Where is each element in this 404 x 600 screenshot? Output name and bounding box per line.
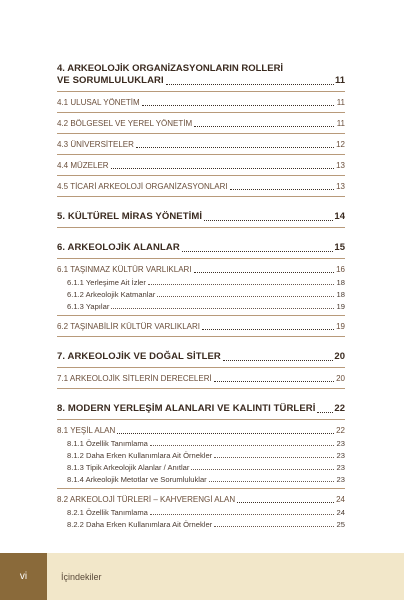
toc-entry-4-5[interactable] xyxy=(57,182,345,192)
toc-entry-6-1-2[interactable] xyxy=(57,290,345,299)
dot-leader xyxy=(223,360,334,361)
dot-leader xyxy=(136,147,334,148)
toc-entry-8-1-4[interactable] xyxy=(57,475,345,484)
dot-leader xyxy=(202,329,334,330)
toc-entry-label: 8.1.3 Tipik Arkeolojik Alanlar / Anıtlar xyxy=(67,463,190,472)
toc-page-number: 22 xyxy=(334,403,345,414)
toc-entry-label: 6.1.3 Yapılar xyxy=(67,302,110,311)
dot-leader xyxy=(111,168,334,169)
dot-leader xyxy=(194,272,334,273)
toc-page-number: 22 xyxy=(336,426,345,435)
toc-page-number: 12 xyxy=(336,140,345,149)
toc-entry-8[interactable] xyxy=(57,403,345,415)
dot-leader xyxy=(182,251,334,252)
toc-page-number: 25 xyxy=(336,520,345,529)
dot-leader xyxy=(111,308,334,309)
dot-leader xyxy=(214,526,334,527)
dot-leader xyxy=(150,514,334,515)
divider xyxy=(57,336,345,337)
toc-entry-8-2-1[interactable] xyxy=(57,508,345,517)
toc-page-number: 16 xyxy=(336,265,345,274)
toc-entry-label: 8. MODERN YERLEŞİM ALANLARI VE KALINTI TÜRLERİ xyxy=(57,403,316,414)
toc-entry-label: 7.1 ARKEOLOJİK SİTLERİN DERECELERİ xyxy=(57,374,212,383)
dot-leader xyxy=(117,433,334,434)
toc-entry-4-1[interactable] xyxy=(57,98,345,108)
dot-leader xyxy=(204,220,333,221)
toc-entry-label: 4.2 BÖLGESEL VE YEREL YÖNETİM xyxy=(57,119,193,128)
toc-entry-label: 6.1.2 Arkeolojik Katmanlar xyxy=(67,290,156,299)
footer-page-number: vi xyxy=(0,553,47,600)
divider xyxy=(57,91,345,92)
toc-page-number: 14 xyxy=(334,211,345,222)
dot-leader xyxy=(230,189,334,190)
divider xyxy=(57,175,345,176)
toc-entry-label: 6.1 TAŞINMAZ KÜLTÜR VARLIKLARI xyxy=(57,265,192,274)
toc-page-number: 11 xyxy=(336,119,345,128)
divider xyxy=(57,154,345,155)
toc-entry-7-1[interactable] xyxy=(57,374,345,384)
toc-entry-4[interactable] xyxy=(57,63,345,87)
toc-entry-4-4[interactable] xyxy=(57,161,345,171)
toc-entry-label: 4.5 TİCARİ ARKEOLOJİ ORGANİZASYONLARI xyxy=(57,182,228,191)
dot-leader xyxy=(214,457,334,458)
dot-leader xyxy=(237,502,334,503)
dot-leader xyxy=(194,126,334,127)
toc-entry-label: 4. ARKEOLOJİK ORGANİZASYONLARIN ROLLERİ xyxy=(57,63,284,74)
toc-page-number: 23 xyxy=(336,439,345,448)
toc-entry-label: 8.1 YEŞİL ALAN xyxy=(57,426,116,435)
toc-entry-7[interactable] xyxy=(57,351,345,363)
dot-leader xyxy=(209,481,334,482)
toc-entry-label: 8.1.4 Arkeolojik Metotlar ve Sorumluluklar xyxy=(67,475,207,484)
toc-entry-label: 8.2 ARKEOLOJİ TÜRLERİ – KAHVERENGİ ALAN xyxy=(57,495,236,504)
toc-entry-label: 7. ARKEOLOJİK VE DOĞAL SİTLER xyxy=(57,351,221,362)
toc-entry-8-1-3[interactable] xyxy=(57,463,345,472)
toc-entry-6-2[interactable] xyxy=(57,322,345,332)
toc-page-number: 13 xyxy=(336,182,345,191)
toc-entry-label: 8.2.1 Özellik Tanımlama xyxy=(67,508,148,517)
toc-entry-5[interactable] xyxy=(57,211,345,223)
divider xyxy=(57,227,345,228)
toc-page-number: 23 xyxy=(336,451,345,460)
divider xyxy=(57,419,345,420)
divider xyxy=(57,367,345,368)
toc-page-number: 24 xyxy=(336,508,345,517)
divider xyxy=(57,315,345,316)
toc-entry-label: 8.2.2 Daha Erken Kullanımlara Ait Örnekler xyxy=(67,520,213,529)
toc-entry-6-1-1[interactable] xyxy=(57,278,345,287)
toc-page-number: 18 xyxy=(336,290,345,299)
table-of-contents xyxy=(57,63,345,529)
toc-page-number: 20 xyxy=(336,374,345,383)
toc-page-number: 23 xyxy=(336,475,345,484)
toc-entry-6-1-3[interactable] xyxy=(57,302,345,311)
toc-page-number: 19 xyxy=(336,322,345,331)
dot-leader xyxy=(214,381,334,382)
toc-page-number: 19 xyxy=(336,302,345,311)
toc-page-number: 11 xyxy=(336,98,345,107)
toc-entry-label: 8.1.1 Özellik Tanımlama xyxy=(67,439,148,448)
toc-entry-label: 8.1.2 Daha Erken Kullanımlara Ait Örnekler xyxy=(67,451,213,460)
toc-entry-label: 4.1 ULUSAL YÖNETİM xyxy=(57,98,140,107)
toc-entry-8-1-1[interactable] xyxy=(57,439,345,448)
divider xyxy=(57,388,345,389)
toc-entry-6-1[interactable] xyxy=(57,265,345,275)
dot-leader xyxy=(142,105,334,106)
toc-entry-8-2[interactable] xyxy=(57,495,345,505)
page-footer xyxy=(0,553,404,600)
toc-entry-8-1[interactable] xyxy=(57,426,345,436)
divider xyxy=(57,258,345,259)
toc-page-number: 13 xyxy=(336,161,345,170)
dot-leader xyxy=(148,284,334,285)
toc-entry-label: VE SORUMLULUKLARI xyxy=(57,75,164,86)
divider xyxy=(57,488,345,489)
toc-page-number: 11 xyxy=(334,75,345,86)
toc-page-number: 20 xyxy=(334,351,345,362)
divider xyxy=(57,196,345,197)
toc-page-number: 15 xyxy=(334,242,345,253)
toc-entry-label: 6.2 TAŞINABİLİR KÜLTÜR VARLIKLARI xyxy=(57,322,201,331)
toc-entry-label: 4.4 MÜZELER xyxy=(57,161,109,170)
toc-page-number: 23 xyxy=(336,463,345,472)
dot-leader xyxy=(150,445,334,446)
dot-leader xyxy=(317,412,333,413)
divider xyxy=(57,112,345,113)
dot-leader xyxy=(157,296,334,297)
dot-leader xyxy=(191,469,334,470)
toc-entry-4-2[interactable] xyxy=(57,119,345,129)
toc-page-number: 18 xyxy=(336,278,345,287)
toc-entry-8-1-2[interactable] xyxy=(57,451,345,460)
toc-entry-8-2-2[interactable] xyxy=(57,520,345,529)
toc-entry-6[interactable] xyxy=(57,242,345,254)
toc-entry-label: 6.1.1 Yerleşime Ait İzler xyxy=(67,278,146,287)
toc-entry-4-3[interactable] xyxy=(57,140,345,150)
toc-entry-label: 5. KÜLTÜREL MİRAS YÖNETİMİ xyxy=(57,211,203,222)
divider xyxy=(57,133,345,134)
toc-page-number: 24 xyxy=(336,495,345,504)
toc-entry-label: 4.3 ÜNİVERSİTELER xyxy=(57,140,134,149)
footer-title: İçindekiler xyxy=(61,571,102,582)
toc-entry-label: 6. ARKEOLOJİK ALANLAR xyxy=(57,242,180,253)
dot-leader xyxy=(166,84,334,85)
